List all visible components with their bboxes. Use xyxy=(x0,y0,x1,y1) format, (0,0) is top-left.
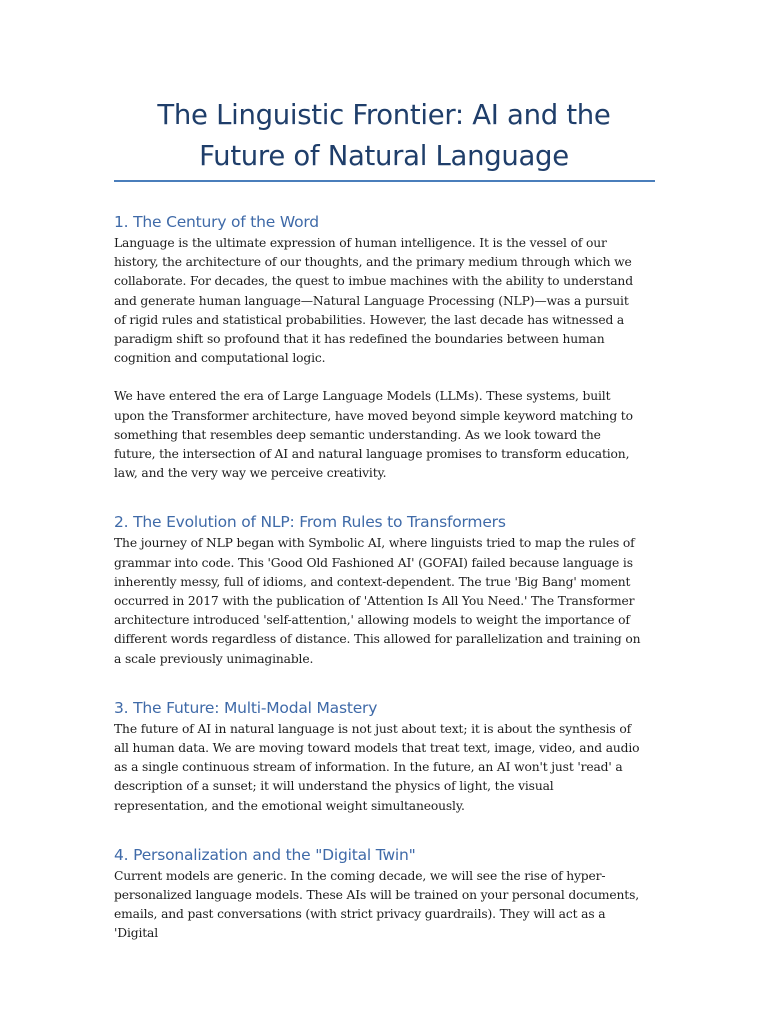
document-body xyxy=(114,210,644,944)
paragraph: The journey of NLP began with Symbolic AI, where linguists tried to map the rules of grammar into code. This 'Good Old Fashioned AI' (GOFAI) failed because language is inherently messy, full of idioms, and context-dependent. The true 'Big Bang' moment occurred in 2017 with the publication of 'Attention Is All You Need.' The Transformer architecture introduced 'self-attention,' allowing models to weight the importance of different words regardless of distance. This allowed for parallelization and training on a scale previously unimaginable. xyxy=(114,536,641,666)
section-multi-modal-mastery xyxy=(114,696,644,816)
section-heading: 3. The Future: Multi-Modal Mastery xyxy=(114,698,378,717)
paragraph: The future of AI in natural language is not just about text; it is about the synthesis of all human data. We are moving toward models that treat text, image, video, and audio as a single continuous stream of information. In the future, an AI won't just 'read' a description of a sunset; it will understand the physics of light, the visual representation, and the emotional weight simultaneously. xyxy=(114,721,640,813)
section-heading: 4. Personalization and the "Digital Twin" xyxy=(114,845,416,864)
section-heading: 2. The Evolution of NLP: From Rules to Transformers xyxy=(114,513,506,532)
paragraph: We have entered the era of Large Language Models (LLMs). These systems, built upon the Transformer architecture, have moved beyond simple keyword matching to something that resembles deep semantic understanding. As we look toward the future, the intersection of AI and natural language promises to transform education, law, and the very way we perceive creativity. xyxy=(114,389,633,481)
document-title: The Linguistic Frontier: AI and the Future of Natural Language xyxy=(157,99,611,172)
section-heading: 1. The Century of the Word xyxy=(114,213,319,231)
title-underline-rule xyxy=(114,180,655,182)
paragraph: Current models are generic. In the coming decade, we will see the rise of hyper-personalized language models. These AIs will be trained on your personal documents, emails, and past conversations (with strict privacy guardrails). They will act as a 'Digital xyxy=(114,868,640,941)
section-century-of-the-word xyxy=(114,210,644,483)
section-evolution-of-nlp xyxy=(114,510,644,668)
section-personalization-digital-twin xyxy=(114,843,644,944)
paragraph: Language is the ultimate expression of human intelligence. It is the vessel of our history, the architecture of our thoughts, and the primary medium through which we collaborate. For decades, the quest to imbue machines with the ability to understand and generate human language—Natural Language Processing (NLP)—was a pursuit of rigid rules and statistical probabilities. However, the last decade has witnessed a paradigm shift so profound that it has redefined the boundaries between human cognition and computational logic. xyxy=(114,236,633,366)
